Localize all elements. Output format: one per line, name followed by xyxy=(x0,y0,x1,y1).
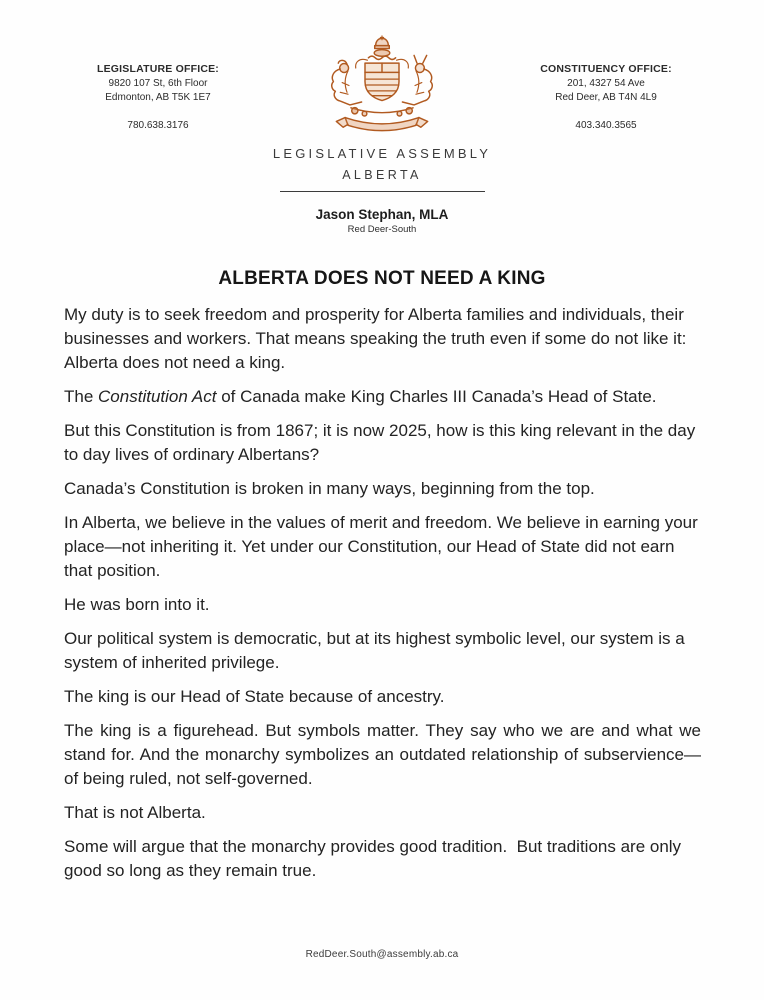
assembly-block xyxy=(0,146,764,235)
paragraph: In Alberta, we believe in the values of merit and freedom. We believe in earning your place—not inheriting it. Yet under our Constitution, our Head of State did not earn that position. xyxy=(64,513,698,580)
constituency-office-address2: Red Deer, AB T4N 4L9 xyxy=(555,92,657,103)
letterhead xyxy=(0,0,764,136)
paragraph: The Constitution Act of Canada make King Charles III Canada’s Head of State. xyxy=(64,387,657,406)
legislature-office-address2: Edmonton, AB T5K 1E7 xyxy=(105,92,211,103)
paragraph: Our political system is democratic, but at its highest symbolic level, our system is a system of inherited privilege. xyxy=(64,629,685,672)
paragraph: The king is a figurehead. But symbols matter. They say who we are and what we stand for. And the monarchy symbolizes an outdated relationship of subservience—of being ruled, not self-governed. xyxy=(64,721,701,788)
alberta-crest-icon xyxy=(307,34,457,136)
paragraph: Canada’s Constitution is broken in many ways, beginning from the top. xyxy=(64,479,595,498)
paragraph: That is not Alberta. xyxy=(64,803,206,822)
constituency-office-title: CONSTITUENCY OFFICE: xyxy=(540,63,672,75)
letter-title: ALBERTA DOES NOT NEED A KING xyxy=(218,268,546,289)
legislature-office-address1: 9820 107 St, 6th Floor xyxy=(108,77,208,89)
paragraph: But this Constitution is from 1867; it is now 2025, how is this king relevant in the day to day lives of ordinary Albertans? xyxy=(64,421,696,464)
constituency-office-address1: 201, 4327 54 Ave xyxy=(567,77,645,89)
legislature-office-phone: 780.638.3176 xyxy=(127,119,189,131)
paragraph: My duty is to seek freedom and prosperity for Alberta families and individuals, their businesses and workers. That means speaking the truth even if some do not like it: Alberta does not need a king. xyxy=(64,305,687,372)
legislature-office-block xyxy=(58,34,258,133)
member-name: Jason Stephan, MLA xyxy=(315,207,449,222)
paragraph: Some will argue that the monarchy provides good tradition. But traditions are only good so long as they remain true. xyxy=(64,837,682,880)
constituency-office-block xyxy=(506,34,706,133)
paragraph: He was born into it. xyxy=(64,595,210,614)
assembly-name: LEGISLATIVE ASSEMBLY xyxy=(272,146,492,161)
member-riding: Red Deer-South xyxy=(347,224,417,235)
legislature-office-title: LEGISLATURE OFFICE: xyxy=(96,63,220,75)
footer-email: RedDeer.South@assembly.ab.ca xyxy=(305,949,459,960)
letter-body xyxy=(64,303,701,883)
assembly-province: ALBERTA xyxy=(342,168,422,182)
paragraph: The king is our Head of State because of ancestry. xyxy=(64,687,445,706)
letterhead-divider xyxy=(280,191,485,192)
constituency-office-phone: 403.340.3565 xyxy=(575,119,637,131)
